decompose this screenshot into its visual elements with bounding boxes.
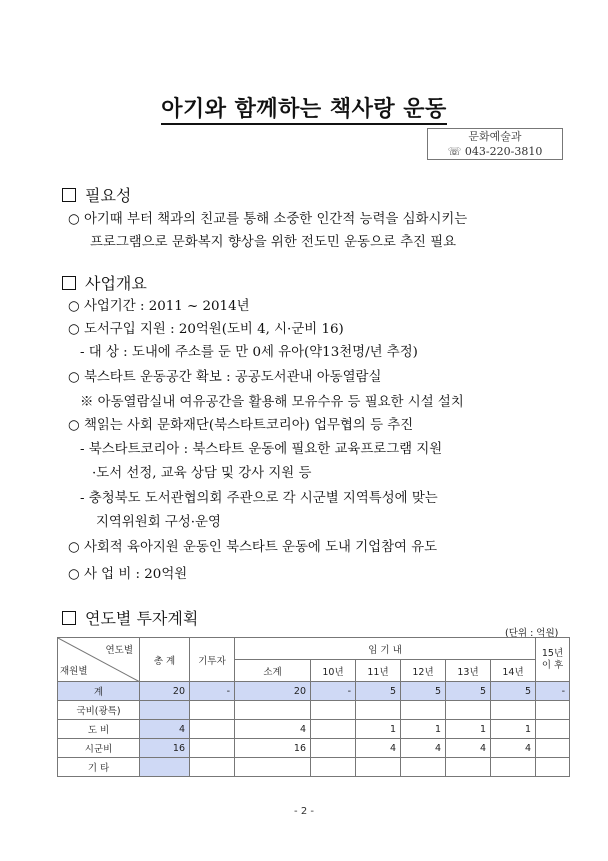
cell: 4 bbox=[140, 720, 190, 739]
overview-line: ○ 책읽는 사회 문화재단(북스타트코리아) 업무협의 등 추진 bbox=[68, 418, 414, 433]
cell bbox=[235, 701, 311, 720]
row-label: 시군비 bbox=[58, 739, 140, 758]
cell bbox=[446, 701, 491, 720]
cell bbox=[190, 739, 235, 758]
need-line-1: ○ 아기때 부터 책과의 친교를 통해 소중한 인간적 능력을 심화시키는 bbox=[68, 212, 468, 227]
section-overview-heading: 사업개요 bbox=[62, 271, 147, 294]
header-prev: 기투자 bbox=[190, 638, 235, 682]
cell: 16 bbox=[235, 739, 311, 758]
corner-bottom-label: 재원별 bbox=[60, 666, 88, 677]
cell: 4 bbox=[446, 739, 491, 758]
cell: 5 bbox=[491, 682, 536, 701]
overview-line: ○ 사회적 육아지원 운동인 북스타트 운동에 도내 기업참여 유도 bbox=[68, 540, 438, 555]
page-number: - 2 - bbox=[294, 806, 314, 817]
cell bbox=[190, 720, 235, 739]
subheader: 14년 bbox=[491, 660, 536, 682]
cell: 20 bbox=[235, 682, 311, 701]
cell: 4 bbox=[401, 739, 446, 758]
cell bbox=[140, 758, 190, 777]
header-total: 총 계 bbox=[140, 638, 190, 682]
cell: - bbox=[311, 682, 356, 701]
cell bbox=[491, 701, 536, 720]
section-need-heading: 필요성 bbox=[62, 183, 131, 206]
cell bbox=[311, 739, 356, 758]
cell: 1 bbox=[491, 720, 536, 739]
row-label: 계 bbox=[58, 682, 140, 701]
cell: 20 bbox=[140, 682, 190, 701]
table-corner bbox=[58, 638, 140, 682]
overview-line: ○ 북스타트 운동공간 확보 : 공공도서관내 아동열람실 bbox=[68, 370, 382, 385]
section-plan-heading: 연도별 투자계획 bbox=[62, 606, 198, 629]
cell bbox=[311, 701, 356, 720]
table-row bbox=[58, 720, 570, 739]
cell bbox=[536, 701, 570, 720]
cell: - bbox=[536, 682, 570, 701]
cell: 4 bbox=[491, 739, 536, 758]
cell bbox=[140, 701, 190, 720]
cell: 5 bbox=[446, 682, 491, 701]
checkbox-square-icon bbox=[62, 611, 76, 625]
cell bbox=[401, 758, 446, 777]
checkbox-square-icon bbox=[62, 188, 76, 202]
cell bbox=[311, 720, 356, 739]
page-title: 아기와 함께하는 책사랑 운동 bbox=[0, 92, 608, 123]
investment-table bbox=[57, 637, 570, 777]
overview-line: ○ 도서구입 지원 : 20억원(도비 4, 시·군비 16) bbox=[68, 322, 344, 337]
checkbox-square-icon bbox=[62, 276, 76, 290]
cell bbox=[536, 758, 570, 777]
overview-line: ○ 사 업 비 : 20억원 bbox=[68, 567, 188, 582]
subheader: 13년 bbox=[446, 660, 491, 682]
overview-line: - 북스타트코리아 : 북스타트 운동에 필요한 교육프로그램 지원 bbox=[80, 442, 443, 457]
cell: 5 bbox=[401, 682, 446, 701]
cell: 1 bbox=[356, 720, 401, 739]
cell: 4 bbox=[235, 720, 311, 739]
header-group: 임 기 내 bbox=[235, 638, 536, 660]
cell: 16 bbox=[140, 739, 190, 758]
cell bbox=[446, 758, 491, 777]
overview-line: ※ 아동열람실내 여유공간을 활용해 모유수유 등 필요한 시설 설치 bbox=[80, 395, 464, 410]
cell bbox=[190, 701, 235, 720]
cell: 1 bbox=[446, 720, 491, 739]
table-row bbox=[58, 758, 570, 777]
cell: 5 bbox=[356, 682, 401, 701]
cell bbox=[356, 758, 401, 777]
overview-line: 지역위원회 구성·운영 bbox=[96, 515, 221, 530]
overview-line: ○ 사업기간 : 2011 ~ 2014년 bbox=[68, 299, 250, 314]
subheader: 10년 bbox=[311, 660, 356, 682]
cell: 4 bbox=[356, 739, 401, 758]
table-row bbox=[58, 701, 570, 720]
unit-label: (단위 : 억원) bbox=[505, 628, 559, 639]
corner-top-label: 연도별 bbox=[105, 645, 133, 656]
department-phone: ☏ 043-220-3810 bbox=[447, 145, 543, 158]
overview-line: - 대 상 : 도내에 주소를 둔 만 0세 유아(약13천명/년 추정) bbox=[80, 345, 418, 360]
overview-line: - 충청북도 도서관협의회 주관으로 각 시군별 지역특성에 맞는 bbox=[80, 491, 438, 506]
header-after: 15년 이 후 bbox=[536, 638, 570, 682]
cell bbox=[536, 739, 570, 758]
department-name: 문화예술과 bbox=[468, 130, 522, 143]
row-label: 국비(광특) bbox=[58, 701, 140, 720]
cell bbox=[491, 758, 536, 777]
cell: - bbox=[190, 682, 235, 701]
cell: 1 bbox=[401, 720, 446, 739]
cell bbox=[401, 701, 446, 720]
subheader: 소계 bbox=[235, 660, 311, 682]
subheader: 12년 bbox=[401, 660, 446, 682]
cell bbox=[235, 758, 311, 777]
table-row bbox=[58, 739, 570, 758]
table-row bbox=[58, 682, 570, 701]
cell bbox=[190, 758, 235, 777]
overview-line: ·도서 선정, 교육 상담 및 강사 지원 등 bbox=[92, 466, 312, 481]
row-label: 기 타 bbox=[58, 758, 140, 777]
department-box bbox=[427, 128, 563, 160]
subheader: 11년 bbox=[356, 660, 401, 682]
row-label: 도 비 bbox=[58, 720, 140, 739]
cell bbox=[311, 758, 356, 777]
need-line-2: 프로그램으로 문화복지 향상을 위한 전도민 운동으로 추진 필요 bbox=[90, 235, 457, 250]
cell bbox=[536, 720, 570, 739]
cell bbox=[356, 701, 401, 720]
